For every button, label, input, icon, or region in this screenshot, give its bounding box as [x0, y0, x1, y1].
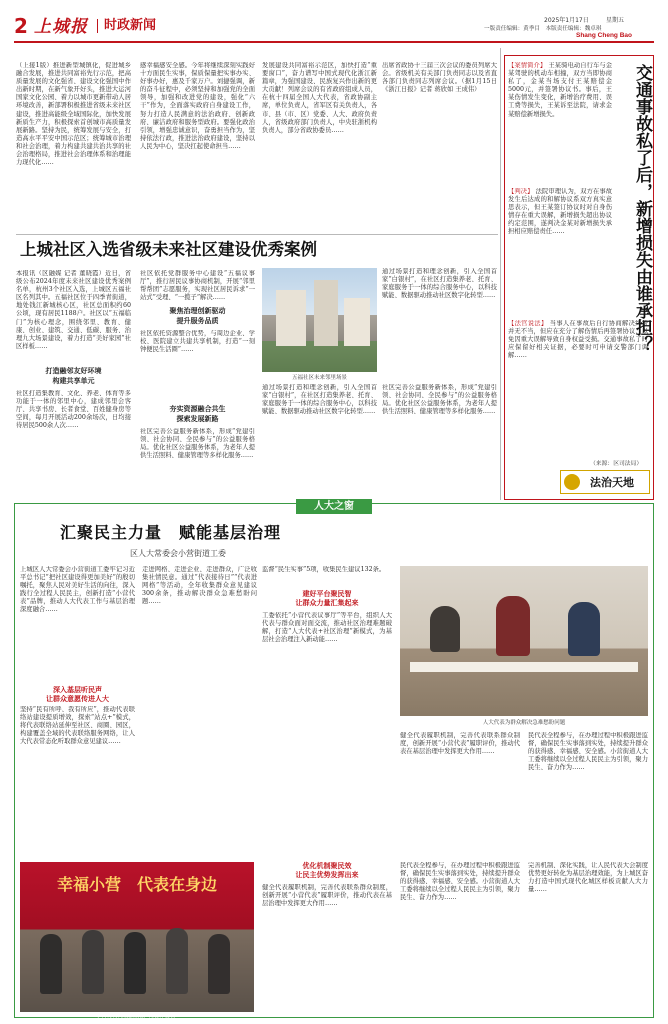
rd-col3b: 工委依托“小营代表议事厅”等平台，组织人大代表与群众面对面交流，推动社区治理难题破解，打造“人大代表+社区治理”新模式，为基层社会治理注入新动能…… [262, 612, 392, 644]
rd-col1b: 坚持“民有所呼、我有所应”，推动代表联络站建设提质增效，探索“站点+”模式，将代表联络站延伸至社区、商圈、园区，构建覆盖全域的代表联络服务网络，让人大代表常态化听取群众意见建议…… [20, 706, 135, 746]
rd-subhead-3: 优化机制聚民效 让民主优势发挥出来 [295, 862, 359, 879]
issue-weekday: 星期五 [606, 17, 625, 24]
section-title: 时政新闻 [104, 18, 157, 33]
law-column-logo [560, 470, 650, 494]
rd-photo-1 [400, 566, 648, 716]
sidebar-analysis [508, 320, 648, 456]
judgment-label: 【判决】 [508, 188, 534, 195]
editor-credits: 一版责任编辑：黄季目 本版责任编辑：魏卓琪 [484, 26, 602, 32]
community-col1: 本报讯（区融媒 记者 董晓霞）近日，省级公布2024年度未来社区建设优秀案例名单，杭州3个社区入选，上城区五福社区名列其中。五福社区位于四季青街道，地处钱江新城核心区，社区总面积约60公顷，现有居民1188户。社区以“五福临门”为核心理念，围绕邻里、教育、健康、创业、建筑、交通、低碳、服务、治理九大场景建设，着力打造“美好家园”社区样板…… [16, 270, 131, 350]
rd-col4: 健全代表履职机制，完善代表联系群众制度，创新开展“小营代表”履职评价，推动代表在基层治理中发挥更大作用…… [400, 732, 520, 756]
community-col4: 社区完善公益服务新体系，形成“党建引领、社会协同、全民参与”的公益服务格局。优化社区公益服务体系，为老年人提供生活照料、健康管理等多样化服务…… [140, 428, 255, 460]
top-article-col2: 感幸福感安全感。今年将继续深刻实践好十方面民生实事，保质保量把实事办实、好事办好，惠及千家万户。刘捷强调，新的奋斗征程中，必须坚持和加强党的全面领导，加强和改进党的建设，强化“六干”作为，全面落实政府自身建设工作，努力打造人民满意的法治政府、创新政府、廉洁政府和服务型政府。要强化政治引领，增强忠诚意识，奋勇担当作为，坚持依法行政，推进法治政府建设，坚持以人民为中心，坚决扛起使命担当…… [140, 62, 255, 150]
rd-col2: 走进网格、走进企业、走进群众，广泛收集社情民意。通过“代表接待日”“代表进网格”等活动，全年收集群众意见建议300余条，推动解决群众急难愁盼问题…… [142, 566, 257, 606]
community-subhead-3: 夯实资源融合共生 探索发展新路 [169, 405, 226, 423]
rd-subhead-1: 深入基层听民声 让群众意愿传进人大 [46, 686, 109, 703]
case-label: 【案情简介】 [508, 62, 547, 69]
scale-icon [564, 474, 580, 490]
rd-banner-photo-caption: 小营人大代表联络站“代表开放日” [95, 1014, 179, 1020]
community-subhead-2: 聚焦治理创新驱动 提升服务品质 [169, 307, 226, 325]
community-col2: 社区打造集教育、文化、养老、体育等多功能于一体的邻里中心，建成邻里会客厅、共享书房、长者食堂、百姓健身房等空间，每月开展活动200余场次，日均接待居民500余人次…… [16, 390, 131, 430]
community-col5: 通过场景打造和理念创新，引入全国首家“白银村”，在社区打造集养老、托育、家庭服务于一体的综合服务中心，以科技赋能、数据驱动推动社区数字化转型…… [262, 384, 377, 416]
analysis-text: 当事人在事故后自行协商解决纠纷并无不当，但应在充分了解伤情后再签署协议，以免因重大误解导致自身权益受损。交通事故私了时应保留好相关证据，必要时可申请交警部门调解…… [508, 320, 648, 360]
top-article-rule [16, 234, 498, 235]
top-article-col4: 出席省政协十三届三次会议的委员列席大会。省级机关有关部门负责同志以及省直各部门负责同志列席会议。（据1月15日《浙江日报》记者 蒋欣如 王成伟） [382, 62, 497, 94]
masthead [14, 14, 654, 40]
community-headline: 上城社区入选省级未来社区建设优秀案例 [20, 240, 317, 259]
top-article-col3: 发展建设共同富裕示范区，加快打造“重要窗口”，奋力谱写中国式现代化浙江新篇章，为强国建设、民族复兴作出新的更大贡献！列席会议的有省政府组成人员，在杭十四届全国人大代表，省政协副主席，单位负责人，省军区有关负责人，各市、县（市、区）党委、人大、政府负责人，省级政府部门负责人，中央驻浙机构负责人，部分省政协委员…… [262, 62, 377, 134]
brand-english: Shang Cheng Bao [576, 32, 632, 39]
rd-photo-1-caption: 人大代表为群众解决急难愁盼问题 [482, 720, 566, 726]
page-number: 2 [14, 14, 28, 38]
community-subhead-1: 打造融邻友好环境 构建共享单元 [45, 367, 102, 385]
sidebar-source: （来源：区司法局） [590, 461, 643, 467]
rd-banner-photo-text: 幸福小营 代表在身边 [56, 875, 217, 894]
law-column-logo-label: 法治天地 [590, 476, 634, 489]
rd-col8: 完善机制、深化实践，让人民代表大会制度优势更好转化为基层治理效能，为上城区奋力打造中国式现代化城区样板贡献人大力量…… [528, 862, 648, 894]
community-photo [262, 268, 377, 372]
rd-subheadline: 区人大常委会小营街道工委 [130, 549, 226, 558]
community-photo-caption: 五福社区未来邻里场景 [291, 375, 347, 381]
rd-banner-label: 人大之窗 [314, 501, 354, 512]
community-col3: 社区依托党群服务中心建设“五福议事厅”，推行居民议事协商机制，开展“邻里帮帮团”志愿服务，实现社区居民诉求“一站式”受理、“一揽子”解决…… [140, 270, 255, 302]
case-text: 王某骑电动自行车与金某驾驶的机动车相撞，双方当即协商私了，金某当场支付王某赔偿金5000元，并签署协议书。事后，王某伤情发生变化，新增治疗费用、误工费等损失，王某诉至法院，请求金某赔偿新增损失。 [508, 62, 612, 118]
issue-date: 2025年1月17日 [544, 17, 589, 24]
rd-col6: 健全代表履职机制，完善代表联系群众制度，创新开展“小营代表”履职评价，推动代表在基层治理中发挥更大作用…… [262, 884, 392, 908]
rd-col7: 民代表全程参与，在办理过程中积极跟进监督，确保民生实事落到实处，持续提升群众的获得感、幸福感、安全感。小营街道人大工委将继续以全过程人民民主为引领，聚力民生、奋力作为…… [400, 862, 520, 902]
sidebar-judgment [508, 188, 612, 316]
community-col6-top: 通过场景打造和理念创新，引入全国首家“白银村”，在社区打造集养老、托育、家庭服务于一体的综合服务中心，以科技赋能、数据驱动推动社区数字化转型…… [382, 268, 497, 300]
rd-banner [296, 499, 372, 514]
community-col6: 社区完善公益服务新体系，形成“党建引领、社会协同、全民参与”的公益服务格局。优化社区公益服务体系，为老年人提供生活照料、健康管理等多样化服务…… [382, 384, 497, 416]
sidebar-headline-text: 交通事故私了后，新增损失由谁承担？ [632, 64, 652, 353]
rd-col1: 上城区人大常委会小营街道工委牢记习近平总书记“把社区建设得更加美好”的殷切嘱托，聚焦人民对美好生活的向往，深入践行全过程人民民主，创新打造“小营代表”品牌，推动人大代表工作与基层治理深度融合…… [20, 566, 135, 614]
top-article-col1: （上接1版）推进新型城镇化，促进城乡融合发展，推进共同富裕先行示范，把高质量发展的文化强省、建设文化强国中作出新时期，在新气象开好头，推进大运河国家文化公园、着力以城市更新带动人居环境改善，新部署积极推进省级未来社区建设，推进高能级全域国际化，加快发展新质生产力，积极探索首创城市高质量发展新路。坚持为民，统筹发展与安全，打造高水平平安中国示范区；统筹城市治理和社会治理，着力构建共建共治共享的社会治理格局，推进社会治理体系和治理能力现代化…… [16, 62, 131, 167]
header-rule [14, 41, 654, 43]
rd-subhead-2: 建好平台聚民智 让群众力量汇集起来 [295, 590, 359, 607]
community-col3b: 社区依托资源整合优势，与周边企业、学校、医院建立共建共享机制，打造“一刻钟便民生活圈”…… [140, 330, 255, 354]
sidebar-case [508, 62, 612, 186]
rd-banner-photo [20, 862, 254, 1012]
sidebar-divider [500, 48, 501, 500]
rd-headline: 汇聚民主力量 赋能基层治理 [60, 523, 282, 542]
judgment-text: 法院审理认为，双方在事故发生后达成的和解协议系双方真实意思表示，但王某签订协议时对自身伤情存在重大误解，新增损失超出协议约定范围，遂判决金某对新增损失承担相应赔偿责任…… [508, 188, 612, 236]
rd-col5: 民代表全程参与，在办理过程中积极跟进监督，确保民生实事落到实处，持续提升群众的获得感、幸福感、安全感。小营街道人大工委将继续以全过程人民民主为引领，聚力民生、奋力作为…… [528, 732, 648, 772]
rd-col3: 监督“民生实事”5项，收集民生建议132条。 [262, 566, 386, 573]
paper-name: 上城报 [34, 17, 88, 37]
analysis-label: 【法官说法】 [508, 320, 548, 327]
